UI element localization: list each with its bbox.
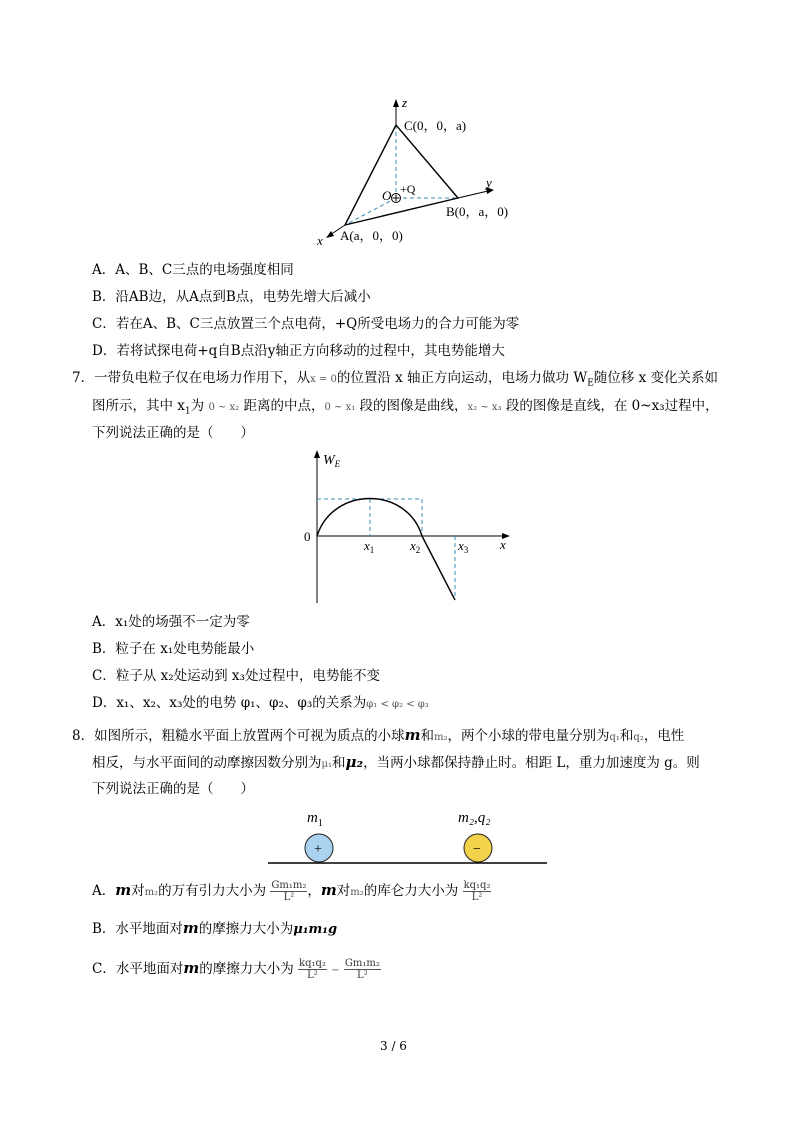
q7-line-1: 7．一带负电粒子仅在电场力作用下，从x = 0的位置沿 x 轴正方向运动，电场力做功 $W_E$随位移 x 变化关系如 <box>72 370 718 389</box>
y-label: y <box>486 175 492 190</box>
we-line <box>422 536 455 600</box>
q7-line-2: 图所示，其中 $x_1$为 0 ~ x₂ 距离的中点，0 ~ x₁ 段的图像是曲线，x₂ ~ x₃ 段的图像是直线，在 0~x₃过程中， <box>92 398 719 417</box>
q-label: +Q <box>400 182 416 196</box>
q8-option-a: A．m对m₂的万有引力大小为 $\frac{\text{Gm₁m₂}}{\text{L²}}$ ，m对m₂的库仑力大小为 $\frac{\text{kq₁q₂}}{\text{L²}}$ <box>92 880 491 903</box>
m1-label: $m_1$ <box>307 810 323 829</box>
q7-option-a: A．x₁处的场强不一定为零 <box>92 614 250 630</box>
q8-line-3: 下列说法正确的是（ ） <box>92 781 254 797</box>
q7-line-3: 下列说法正确的是（ ） <box>92 425 254 441</box>
page-number: 3 / 6 <box>380 1039 407 1053</box>
q8-line-1: 8．如图所示，粗糙水平面上放置两个可视为质点的小球m和m₂，两个小球的带电量分别为q₁和q₂，电性 <box>72 726 685 744</box>
y-axis <box>458 191 488 198</box>
q8-option-c: C．水平地面对m的摩擦力大小为 $\frac{\text{kq₁q₂}}{\text{L²}}$ − $\frac{\text{Gm₁m₂}}{\text{L²}}$ <box>92 958 380 981</box>
q6-option-b: B．沿AB边，从A点到B点，电势先增大后减小 <box>92 289 371 305</box>
z-arrow <box>393 99 399 107</box>
q7-option-c: C．粒子从 x₂处运动到 x₃处过程中，电势能不变 <box>92 668 380 684</box>
we-label: $W_E$ <box>323 453 341 469</box>
plus-sign: + <box>314 842 322 857</box>
we-x-graph <box>298 448 518 608</box>
gravity-fraction: $\frac{\text{Gm₁m₂}}{\text{L²}}$ <box>271 880 307 903</box>
q6-option-a: A．A、B、C三点的电场强度相同 <box>92 262 294 278</box>
a-label: A(a，0，0) <box>340 228 403 243</box>
q6-option-d: D．若将试探电荷+q自B点沿y轴正方向移动的过程中，其电势能增大 <box>92 343 505 359</box>
z-label: z <box>402 95 408 110</box>
x1-label: $x_1$ <box>364 538 375 555</box>
triangle-abc <box>345 125 458 225</box>
x-label: x <box>317 233 323 248</box>
coulomb-fraction: $\frac{\text{kq₁q₂}}{\text{L²}}$ <box>463 880 491 903</box>
m2q2-label: m₂,q₂ <box>458 810 491 826</box>
x3-label: $x_3$ <box>458 538 469 555</box>
c-label: C(0，0，a) <box>404 118 467 133</box>
coordinate-figure <box>310 95 520 250</box>
two-balls-figure <box>265 806 550 868</box>
gravity-fraction-c: $\frac{\text{Gm₁m₂}}{\text{L²}}$ <box>344 958 380 981</box>
origin-label: 0 <box>304 529 311 544</box>
x-axis-label: x <box>500 537 506 552</box>
q6-option-c: C．若在A、B、C三点放置三个点电荷，+Q所受电场力的合力可能为零 <box>92 316 520 332</box>
q8-option-b: B．水平地面对m的摩擦力大小为μ₁m₁g <box>92 919 338 937</box>
we-arrow <box>314 450 320 458</box>
q7-option-d: D．x₁、x₂、x₃处的电势 φ₁、φ₂、φ₃的关系为φ₁ < φ₂ < φ₃ <box>92 695 429 711</box>
x-arrow <box>326 231 334 238</box>
x2-label: $x_2$ <box>410 538 421 555</box>
q7-option-b: B．粒子在 x₁处电势能最小 <box>92 641 255 657</box>
coulomb-fraction-c: $\frac{\text{kq₁q₂}}{\text{L²}}$ <box>299 958 326 981</box>
minus-sign: − <box>473 842 481 857</box>
q8-line-2: 相反，与水平面间的动摩擦因数分别为μ₁和μ₂，当两小球都保持静止时。相距 L，重力加速度为 g。则 <box>92 753 700 771</box>
b-label: B(0，a，0) <box>446 204 509 219</box>
o-label: O <box>382 188 392 203</box>
